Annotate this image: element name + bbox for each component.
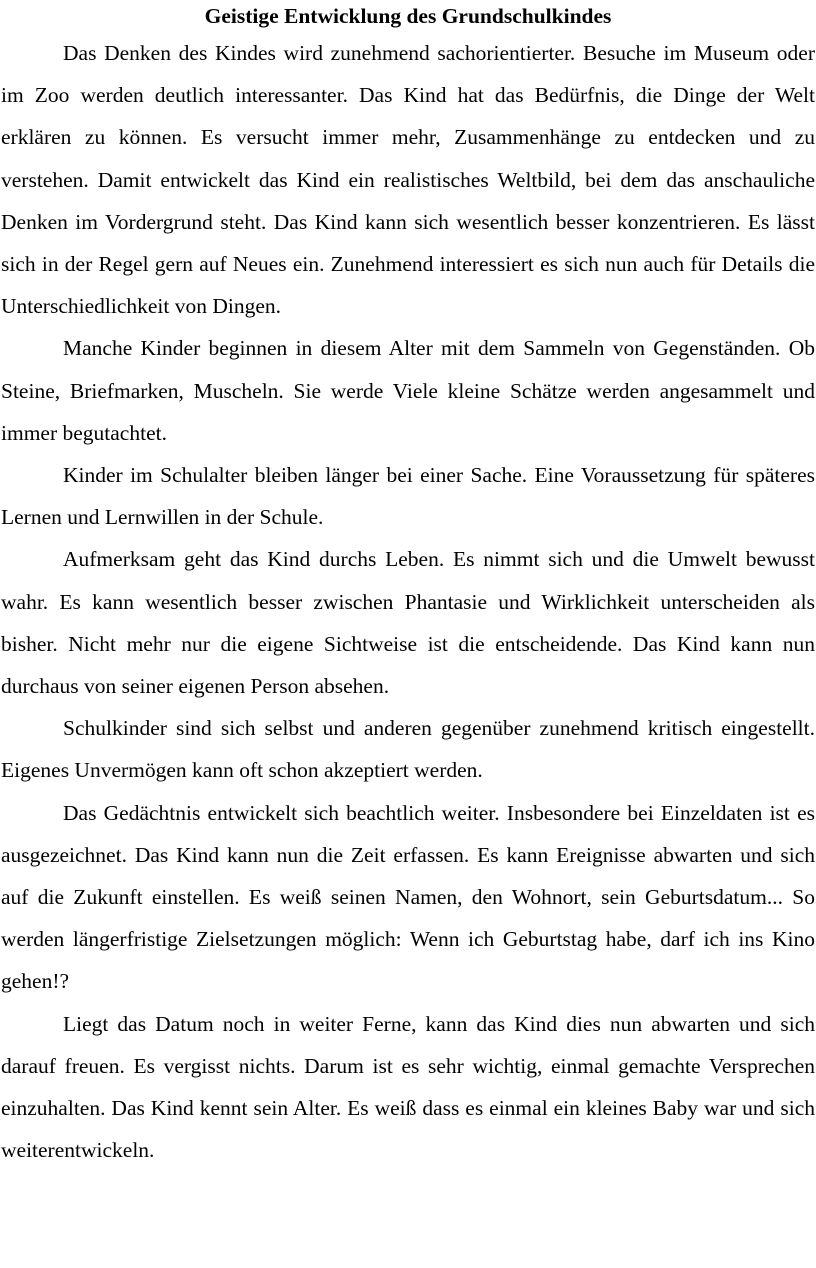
document-title: Geistige Entwicklung des Grundschulkindes xyxy=(204,4,612,28)
paragraph-time-perception: Liegt das Datum noch in weiter Ferne, kann das Kind dies nun abwarten und sich darauf freuen. Es vergisst nichts. Darum ist es sehr wichtig, einmal gemachte Versprechen einzuhalten. Das Kind kennt sein Alter. Es weiß dass es einmal ein kleines Baby war und sich weiterentwickeln. xyxy=(1,1011,815,1163)
paragraph-attention-span: Kinder im Schulalter bleiben länger bei einer Sache. Eine Voraussetzung für späteres Lernen und Lernwillen in der Schule. xyxy=(1,463,815,530)
paragraph-memory: Das Gedächtnis entwickelt sich beachtlich weiter. Insbesondere bei Einzeldaten ist es ausgezeichnet. Das Kind kann nun die Zeit erfassen. Es kann Ereignisse abwarten und sich auf die Zukunft einstellen. Es weiß seinen Namen, den Wohnort, sein Geburtsdatum... So werden längerfristige Zielsetzungen möglich: Wenn ich Geburtstag habe, darf ich ins Kino gehen!? xyxy=(1,800,815,994)
paragraph-thinking: Das Denken des Kindes wird zunehmend sachorientierter. Besuche im Museum oder im Zoo werden deutlich interessanter. Das Kind hat das Bedürfnis, die Dinge der Welt erklären zu können. Es versucht immer mehr, Zusammenhänge zu entdecken und zu verstehen. Damit entwickelt das Kind ein realistisches Weltbild, bei dem das anschauliche Denken im Vordergrund steht. Das Kind kann sich wesentlich besser konzentrieren. Es lässt sich in der Regel gern auf Neues ein. Zunehmend interessiert es sich nun auch für Details die Unterschiedlichkeit von Dingen. xyxy=(1,41,815,319)
paragraph-awareness: Aufmerksam geht das Kind durchs Leben. Es nimmt sich und die Umwelt bewusst wahr. Es kann wesentlich besser zwischen Phantasie und Wirklichkeit unterscheiden als bisher. Nicht mehr nur die eigene Sichtweise ist die entscheidende. Das Kind kann nun durchaus von seiner eigenen Person absehen. xyxy=(1,547,815,699)
paragraph-self-criticism: Schulkinder sind sich selbst und anderen gegenüber zunehmend kritisch eingestellt. Eigenes Unvermögen kann oft schon akzeptiert werden. xyxy=(1,716,815,783)
paragraph-collecting: Manche Kinder beginnen in diesem Alter mit dem Sammeln von Gegenständen. Ob Steine, Briefmarken, Muscheln. Sie werde Viele kleine Schätze werden angesammelt und immer begutachtet. xyxy=(1,336,815,445)
